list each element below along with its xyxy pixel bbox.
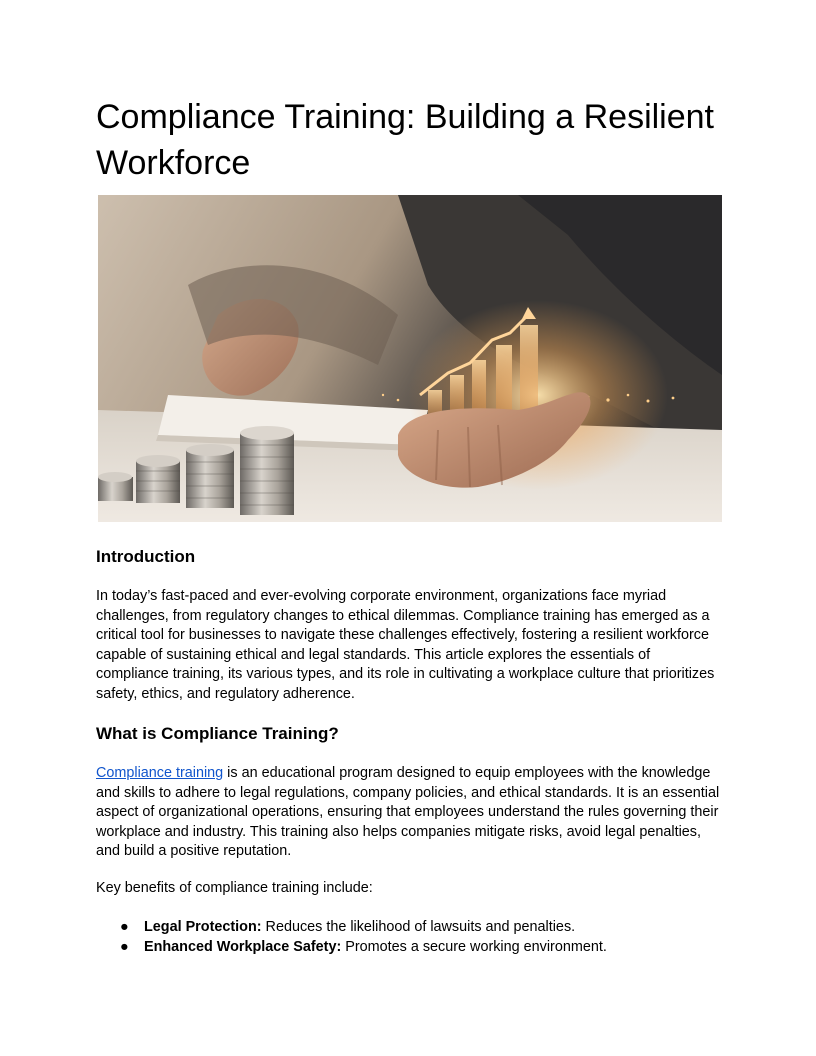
compliance-training-link[interactable]: Compliance training: [96, 765, 224, 781]
what-paragraph-text: is an educational program designed to equip employees with the knowledge and skills to adhere to legal regulations, company policies, and ethical standards. It is an essential aspect of organizational operations, ensuring that employees understand the rules governing their workplace and industry. This training also helps companies mitigate risks, avoid legal penalties, and build a positive reputation.: [96, 765, 720, 859]
benefits-list: [96, 918, 720, 957]
hero-illustration: [98, 195, 722, 522]
list-item: [96, 918, 720, 938]
hero-image: [98, 195, 722, 522]
intro-heading: Introduction: [96, 547, 196, 566]
intro-paragraph: In today’s fast-paced and ever-evolving corporate environment, organizations face myriad challenges, from regulatory changes to ethical dilemmas. Compliance training has emerged as a critical tool for businesses to navigate these challenges effectively, fostering a resilient workforce capable of sustaining ethical and legal standards. This article explores the essentials of compliance training, its various types, and its role in cultivating a workplace culture that prioritizes safety, ethics, and regulatory adherence.: [96, 588, 715, 702]
what-paragraph: [96, 764, 720, 862]
what-heading: What is Compliance Training?: [96, 724, 339, 743]
benefit-label: Legal Protection:: [144, 919, 262, 935]
benefits-intro: Key benefits of compliance training include:: [96, 880, 373, 896]
page-title: Compliance Training: Building a Resilient Workforce: [96, 98, 714, 182]
benefit-text: Promotes a secure working environment.: [341, 938, 607, 955]
benefit-label: Enhanced Workplace Safety:: [144, 938, 342, 955]
bullet-icon: ●: [120, 938, 129, 955]
bullet-icon: ●: [120, 919, 129, 935]
benefit-text: Reduces the likelihood of lawsuits and penalties.: [261, 919, 576, 935]
list-item: [96, 938, 720, 958]
